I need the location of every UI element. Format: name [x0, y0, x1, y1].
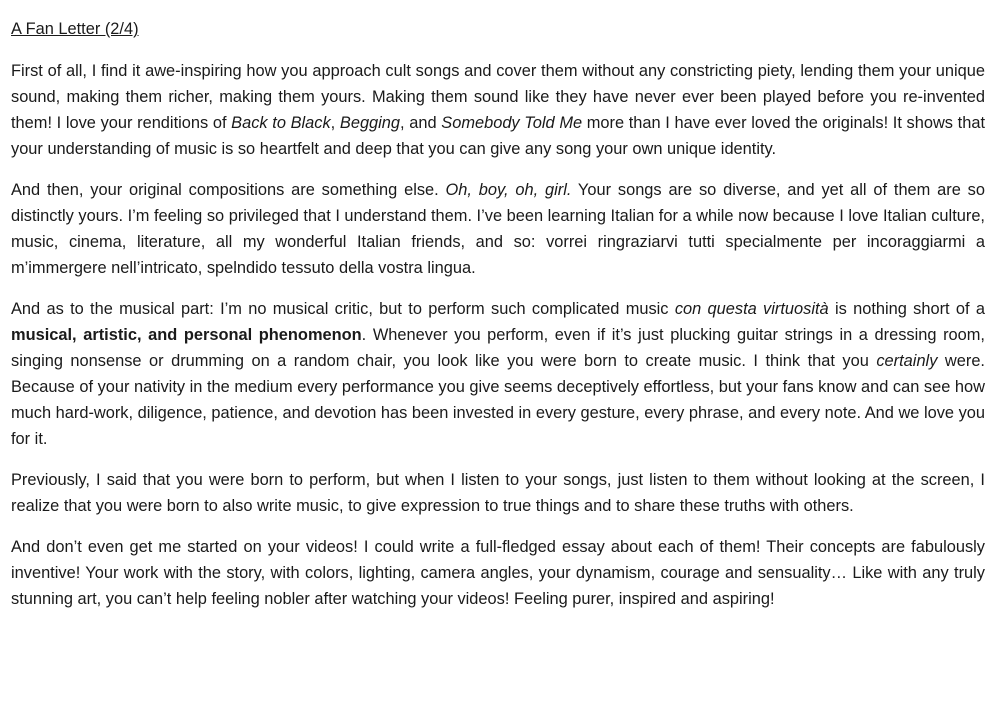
italic-phrase: con questa virtuosità [674, 300, 829, 318]
paragraph-born-to-write [11, 467, 985, 519]
text-run: And as to the musical part: I’m no musical critic, but to perform such complicated music [11, 300, 675, 318]
text-run: And then, your original compositions are something else. [11, 181, 446, 199]
text-run: were. Because of your nativity in the medium every performance you give seems deceptively effortless, but your fans know and can see how much hard-work, diligence, patience, and devotion has been invested in every gesture, every phrase, and every note. And we love you for it. [11, 352, 986, 448]
song-title-oh-boy-oh-girl: Oh, boy, oh, girl. [445, 181, 572, 199]
text-run: Previously, I said that you were born to perform, but when I listen to your songs, just listen to them without looking at the screen, I realize that you were born to also write music, to give expression to true things and to share these truths with others. [11, 471, 985, 515]
song-title-somebody-told-me: Somebody Told Me [441, 114, 583, 132]
document-title: A Fan Letter (2/4) [11, 20, 139, 38]
text-run: , [330, 114, 340, 132]
text-run: more than I have ever loved the originals! It shows that your understanding of music is so heartfelt and deep that you can give any song your own unique identity. [11, 114, 985, 158]
text-run: is nothing short of a [828, 300, 985, 318]
text-run: First of all, I find it awe-inspiring how you approach cult songs and cover them without any constricting piety, lending them your unique sound, making them richer, making them yours. Making them sound like they have never ever been played before you re-invented them! I love your renditions of [11, 62, 985, 132]
paragraph-videos [11, 534, 985, 612]
song-title-begging: Begging [339, 114, 401, 132]
paragraph-musical-part [11, 296, 985, 452]
paragraph-covers [11, 58, 985, 162]
italic-word: certainly [876, 352, 938, 370]
text-run: , and [400, 114, 442, 132]
paragraph-compositions [11, 177, 985, 281]
bold-phrase: musical, artistic, and personal phenomenon [11, 326, 362, 344]
text-run: Your songs are so diverse, and yet all of them are so distinctly yours. I’m feeling so privileged that I understand them. I’ve been learning Italian for a while now because I love Italian culture, music, cinema, literature, all my wonderful Italian friends, and so: vorrei ringraziarvi tutti specialmente per incoraggiarmi a m’immergere nell’intricato, spelndido tessuto della vostra lingua. [11, 181, 985, 277]
text-run: . Whenever you perform, even if it’s just plucking guitar strings in a dressing room, singing nonsense or drumming on a random chair, you look like you were born to create music. I think that you [11, 326, 985, 370]
song-title-back-to-black: Back to Black [231, 114, 331, 132]
text-run: And don’t even get me started on your videos! I could write a full-fledged essay about each of them! Their concepts are fabulously inventive! Your work with the story, with colors, lighting, camera angles, your dynamism, courage and sensuality… Like with any truly stunning art, you can’t help feeling nobler after watching your videos! Feeling purer, inspired and aspiring! [11, 538, 985, 608]
